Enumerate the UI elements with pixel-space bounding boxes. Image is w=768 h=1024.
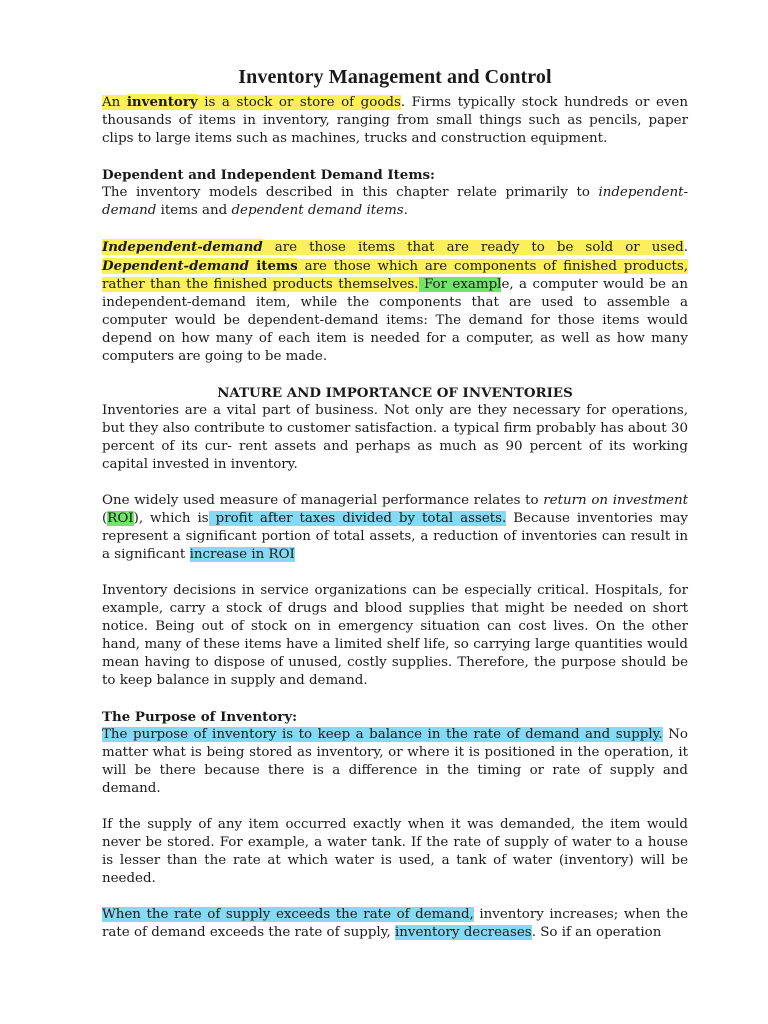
section-heading-purpose: The Purpose of Inventory: <box>102 709 298 725</box>
paragraph-vital-part: Inventories are a vital part of business. Not only are they necessary for operations, but they also contribute to customer satisfaction. a typical firm probably has about 30 percent of its cur- rent assets and perhaps as much as 90 percent of its working capital invested in inventory. <box>102 403 688 472</box>
text-run: return on investment <box>543 493 688 508</box>
text-run: Dependent-demand <box>102 258 249 274</box>
text-run: For exampl <box>418 277 502 292</box>
paragraph-demand-definitions <box>102 238 688 366</box>
text-run: . <box>403 203 408 218</box>
text-run: One widely used measure of managerial performance relates to <box>102 493 544 508</box>
text-run: An <box>102 95 127 110</box>
paragraph-service-organizations: Inventory decisions in service organizations can be especially critical. Hospitals, for example, carry a stock of drugs and blood supplies that might be needed on short notice. Being out of stock on in emergency situation can cost lives. On the other hand, many of these items have a limited shelf life, so carrying large quantities would mean having to dispose of unused, costly supplies. Therefore, the purpose should be to keep balance in supply and demand. <box>102 583 688 688</box>
text-run: items and <box>156 203 232 218</box>
text-run: ), which is <box>133 511 209 526</box>
paragraph-inventory-definition <box>102 93 688 148</box>
text-run: are those items that are ready to be sold or used <box>262 240 684 255</box>
section-heading-dependent-independent: Dependent and Independent Demand Items: <box>102 167 435 183</box>
paragraph-roi <box>102 492 688 564</box>
text-run: inventory <box>126 94 198 110</box>
text-run: Because inventories may represent a significant portion of total assets, a reduction of inventories can result in a significant <box>102 511 688 562</box>
text-run: The purpose of inventory is to keep a balance in the rate of demand and supply. <box>102 727 663 742</box>
section-heading-nature: NATURE AND IMPORTANCE OF INVENTORIES <box>217 385 573 401</box>
text-run: . <box>683 240 688 255</box>
text-run: . So if an operation <box>531 925 662 940</box>
paragraph-purpose <box>102 726 688 798</box>
text-run: inventory increases; when the rate of demand exceeds the rate of supply, <box>102 907 688 940</box>
text-run: Independent-demand <box>102 239 263 255</box>
text-run: profit after taxes divided by total assets. <box>208 511 507 526</box>
paragraph-inventory-models <box>102 184 688 220</box>
paragraph-supply-demand-rate <box>102 906 688 942</box>
text-run: e, a computer would be an independent-demand item, while the components that are used to assemble a computer would be dependent-demand items: The demand for those items would depend on how many of each item is needed for a computer, as well as how many computers are going to be made. <box>102 277 689 364</box>
text-run: The inventory models described in this chapter relate primarily to <box>102 185 599 200</box>
paragraph-water-tank: If the supply of any item occurred exactly when it was demanded, the item would never be stored. For example, a water tank. If the rate of supply of water to a house is lesser than the rate at which water is used, a tank of water (inventory) will be needed. <box>102 817 688 886</box>
text-run: dependent demand items <box>231 203 404 218</box>
text-run: independent-demand <box>102 185 688 218</box>
text-run: increase in ROI <box>189 547 295 562</box>
text-run: is a stock or store of goods <box>197 95 401 110</box>
text-run: ROI <box>107 511 134 526</box>
text-run: . Firms typically stock hundreds or even thousands of items in inventory, ranging from small things such as pencils, paper clips to large items such as machines, trucks and construction equipment. <box>102 95 688 146</box>
text-run: inventory decreases <box>395 925 532 940</box>
text-run: ( <box>102 511 108 526</box>
text-run: No matter what is being stored as inventory, or where it is positioned in the operation, it will be there because there is a difference in the timing or rate of supply and demand. <box>102 727 688 796</box>
text-run: are those which are components of finished products, rather than the finished products themselves. <box>102 259 688 292</box>
text-run: items <box>248 258 298 274</box>
page-title: Inventory Management and Control <box>238 66 552 88</box>
text-run: When the rate of supply exceeds the rate of demand, <box>102 907 474 922</box>
